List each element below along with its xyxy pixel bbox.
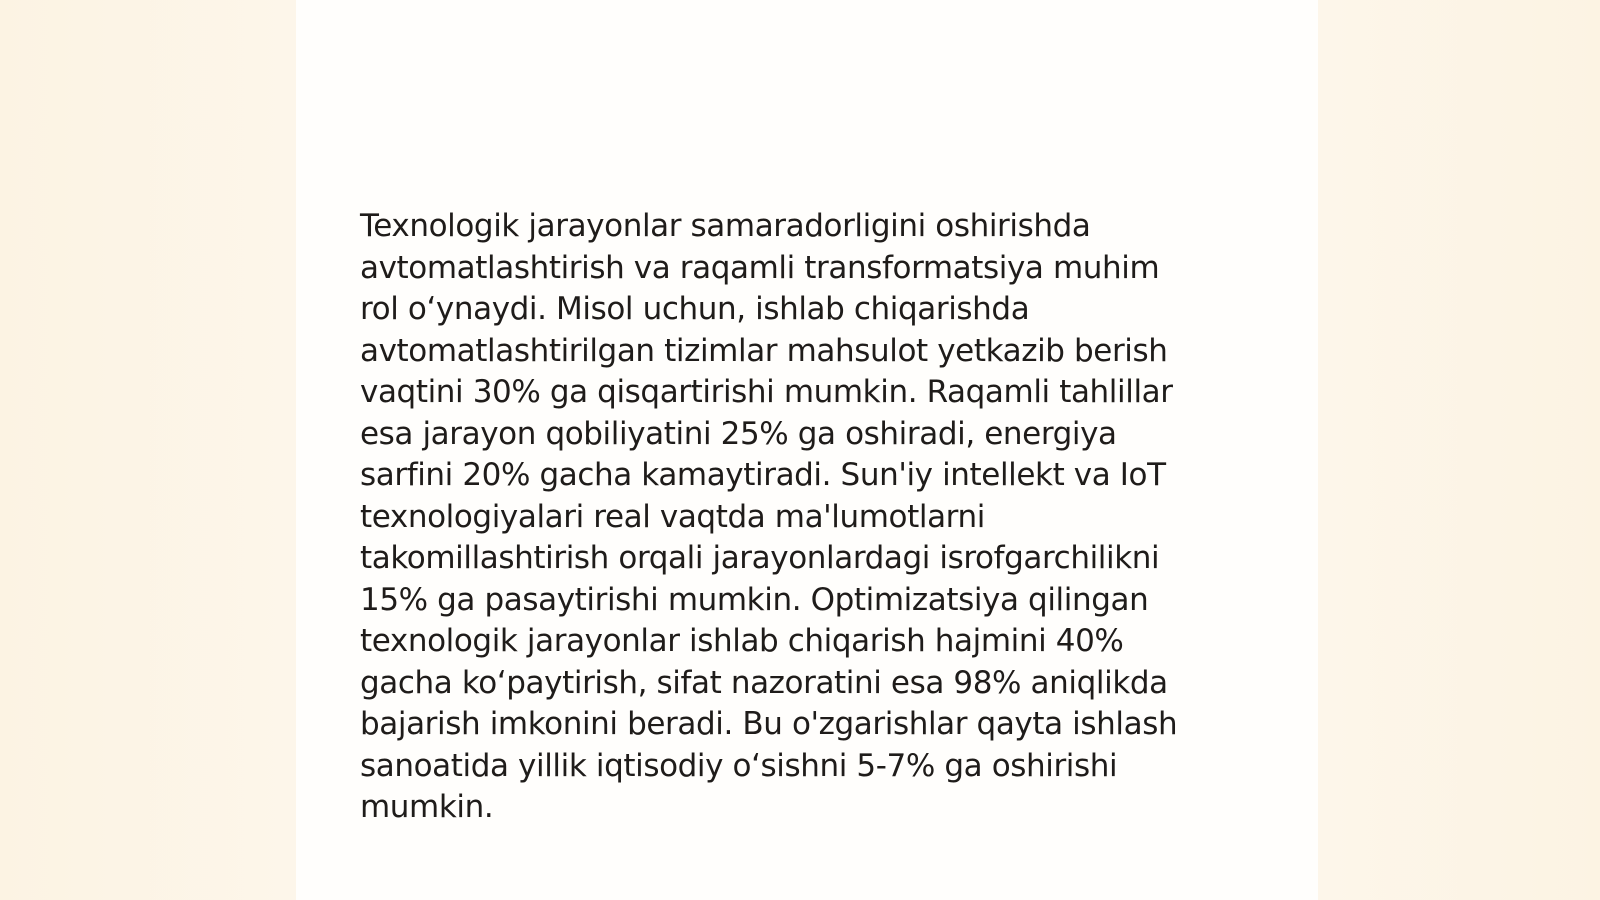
paragraph-line: gacha ko‘paytirish, sifat nazoratini esa 98% aniqlikda [360,664,1168,701]
right-margin-background [1318,0,1600,900]
body-paragraph [360,206,1240,829]
paragraph-line: bajarish imkonini beradi. Bu o'zgarishlar qayta ishlash [360,706,1178,742]
paragraph-line: Texnologik jarayonlar samaradorligini oshirishda [360,208,1091,244]
paragraph-line: sarfini 20% gacha kamaytiradi. Sun'iy intellekt va IoT [360,457,1166,493]
paragraph-line: texnologik jarayonlar ishlab chiqarish hajmini 40% [360,623,1124,659]
paragraph-line: texnologiyalari real vaqtda ma'lumotlarni [360,498,985,535]
paragraph-line: rol o‘ynaydi. Misol uchun, ishlab chiqarishda [360,291,1030,327]
paragraph-line: avtomatlashtirish va raqamli transformatsiya muhim [360,249,1160,286]
paragraph-line: 15% ga pasaytirishi mumkin. Optimizatsiya qilingan [360,581,1149,618]
left-margin-background [0,0,296,900]
paragraph-line: mumkin. [360,789,494,825]
paragraph-line: takomillashtirish orqali jarayonlardagi isrofgarchilikni [360,540,1160,576]
paragraph-line: esa jarayon qobiliyatini 25% ga oshiradi, energiya [360,415,1117,452]
paragraph-line: vaqtini 30% ga qisqartirishi mumkin. Raqamli tahlillar [360,374,1173,410]
paragraph-line: avtomatlashtirilgan tizimlar mahsulot yetkazib berish [360,332,1168,369]
document-page [296,0,1318,900]
paragraph-line: sanoatida yillik iqtisodiy o‘sishni 5-7% ga oshirishi [360,747,1118,784]
